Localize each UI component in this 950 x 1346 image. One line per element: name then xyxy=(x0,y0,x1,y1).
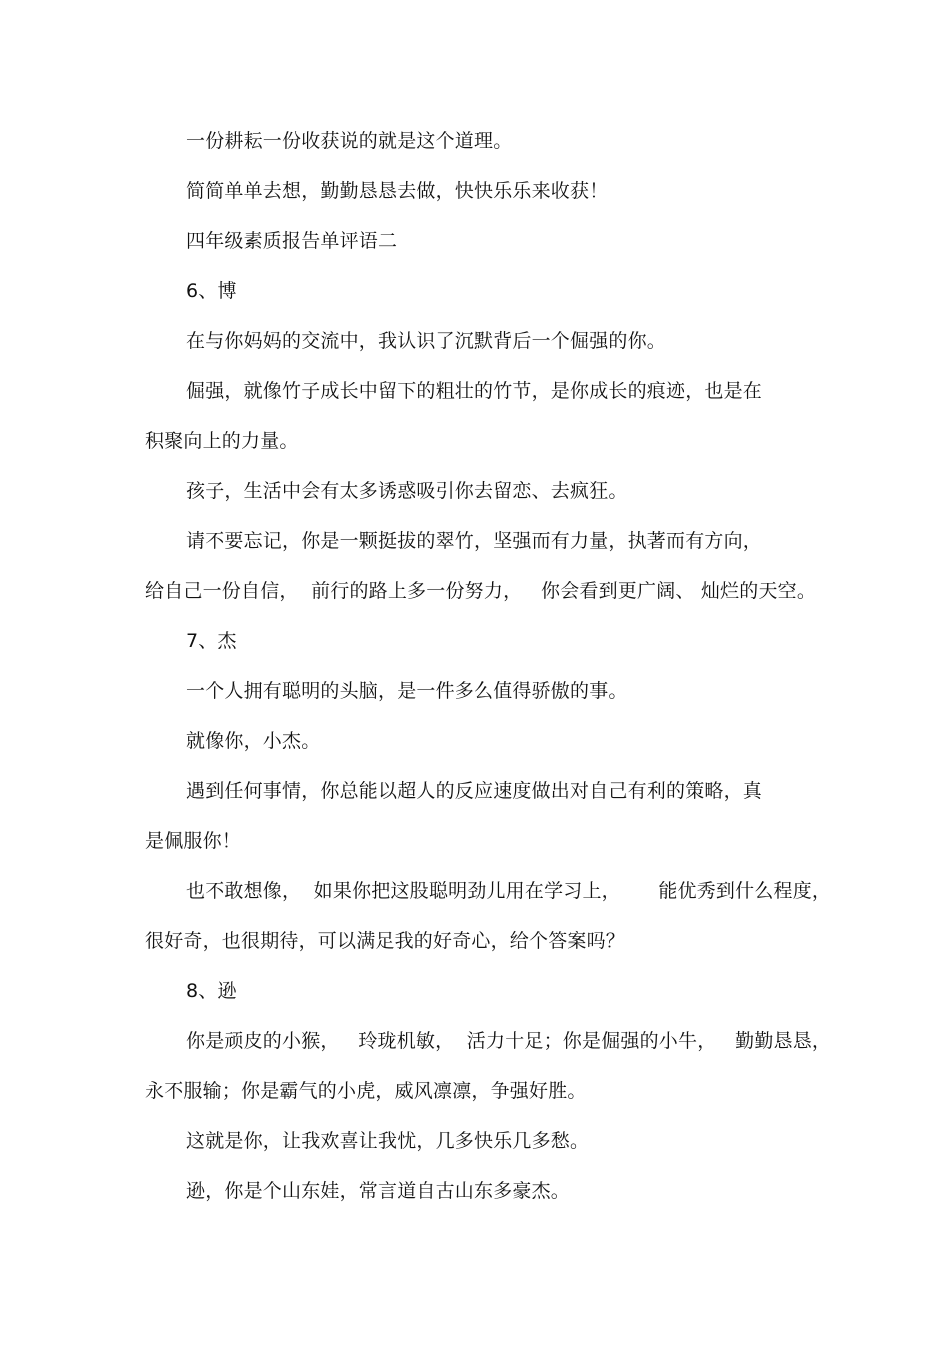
paragraph-line: 简简单单去想，勤勤恳恳去做，快快乐乐来收获！ xyxy=(186,180,609,202)
paragraph-line: 孩子，生活中会有太多诱惑吸引你去留恋、去疯狂。 xyxy=(186,480,628,502)
paragraph-line: 一份耕耘一份收获说的就是这个道理。 xyxy=(186,130,513,152)
paragraph-line: 请不要忘记，你是一颗挺拔的翠竹，坚强而有力量，执著而有方向， xyxy=(186,530,763,552)
paragraph-line: 一个人拥有聪明的头脑，是一件多么值得骄傲的事。 xyxy=(186,680,628,702)
paragraph-line: 遇到任何事情，你总能以超人的反应速度做出对自己有利的策略，真 xyxy=(186,780,763,802)
paragraph-continuation: 给自己一份自信， 前行的路上多一份努力， 你会看到更广阔、 灿烂的天空。 xyxy=(145,580,817,602)
paragraph-line: 也不敢想像， 如果你把这股聪明劲儿用在学习上， 能优秀到什么程度， xyxy=(186,880,832,902)
paragraph-continuation: 永不服输；你是霸气的小虎，威风凛凛，争强好胜。 xyxy=(145,1080,587,1102)
paragraph-line: 这就是你，让我欢喜让我忧，几多快乐几多愁。 xyxy=(186,1130,590,1152)
paragraph-continuation: 积聚向上的力量。 xyxy=(145,430,299,452)
paragraph-line: 逊，你是个山东娃，常言道自古山东多豪杰。 xyxy=(186,1180,571,1202)
paragraph-line: 倔强，就像竹子成长中留下的粗壮的竹节，是你成长的痕迹，也是在 xyxy=(186,380,763,402)
numbered-heading: 6、博 xyxy=(186,280,237,302)
paragraph-line: 就像你，小杰。 xyxy=(186,730,321,752)
numbered-heading: 8、逊 xyxy=(186,980,237,1002)
paragraph-continuation: 很好奇，也很期待，可以满足我的好奇心，给个答案吗？ xyxy=(145,930,626,952)
section-heading: 四年级素质报告单评语二 xyxy=(186,230,398,252)
paragraph-line: 你是顽皮的小猴， 玲珑机敏， 活力十足；你是倔强的小牛， 勤勤恳恳， xyxy=(186,1030,832,1052)
numbered-heading: 7、杰 xyxy=(186,630,237,652)
paragraph-continuation: 是佩服你！ xyxy=(145,830,242,852)
paragraph-line: 在与你妈妈的交流中，我认识了沉默背后一个倔强的你。 xyxy=(186,330,667,352)
